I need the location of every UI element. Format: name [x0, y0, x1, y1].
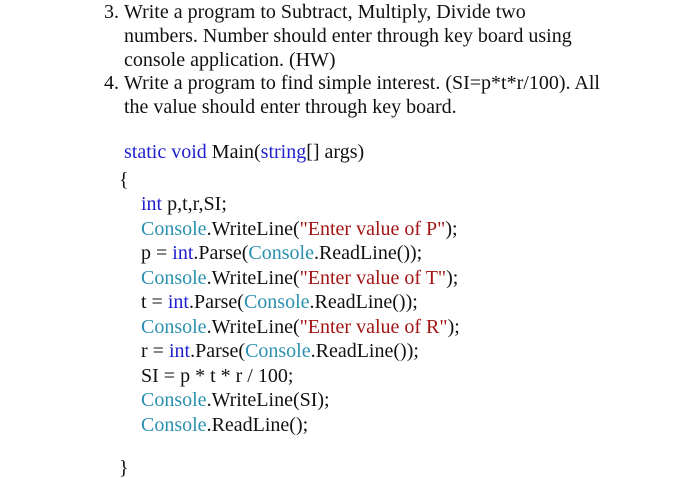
code-text: t =: [141, 291, 168, 313]
code-line-print-r: [141, 315, 460, 340]
code-line-print-t: [141, 266, 458, 291]
keyword-void: void: [171, 141, 207, 163]
type-console: Console: [141, 413, 207, 436]
code-text: p =: [141, 242, 173, 264]
code-line-wait: [141, 413, 308, 438]
code-text: .WriteLine(: [206, 315, 300, 338]
code-text: );: [445, 217, 458, 240]
question-text-line: console application. (HW): [124, 49, 336, 71]
code-line-read-r: [141, 339, 419, 364]
question-number: 4.: [104, 72, 119, 94]
keyword-int: int: [141, 193, 163, 215]
code-text: .ReadLine());: [313, 242, 423, 264]
close-brace: }: [119, 457, 129, 478]
type-console: Console: [248, 242, 314, 264]
code-text: p,t,r,SI;: [162, 193, 227, 215]
question-number: 3.: [104, 1, 119, 23]
keyword-static: static: [124, 141, 167, 163]
code-text: r =: [141, 340, 169, 362]
question-text-line: numbers. Number should enter through key board using: [124, 25, 572, 47]
type-console: Console: [245, 340, 311, 362]
question-text-line: Write a program to Subtract, Multiply, Divide two: [124, 1, 526, 23]
method-name: Main(: [211, 141, 261, 163]
code-text: .Parse(: [190, 340, 246, 362]
code-line-read-p: [141, 241, 422, 266]
code-text: );: [446, 266, 459, 289]
method-signature: [124, 140, 364, 165]
question-text-line: Write a program to find simple interest. (SI=p*t*r/100). All: [124, 72, 600, 94]
question-text-line: the value should enter through key board.: [124, 96, 457, 118]
code-line-print-si: [141, 388, 330, 413]
type-console: Console: [141, 217, 207, 240]
code-text: .WriteLine(SI);: [206, 389, 330, 411]
keyword-int: int: [167, 291, 189, 313]
type-console: Console: [243, 291, 310, 313]
code-text: .ReadLine());: [310, 340, 419, 362]
open-brace: {: [119, 169, 129, 191]
code-line-declaration: [141, 192, 227, 217]
method-params: [] args): [306, 141, 365, 163]
code-text: .WriteLine(: [206, 217, 300, 240]
type-console: Console: [141, 266, 207, 289]
string-literal: "Enter value of P": [299, 217, 446, 240]
keyword-int: int: [172, 242, 194, 264]
type-console: Console: [141, 389, 207, 411]
keyword-string: string: [260, 141, 307, 163]
string-literal: "Enter value of T": [299, 266, 447, 289]
code-line-print-p: [141, 217, 458, 242]
code-line-read-t: [141, 290, 418, 315]
code-text: .WriteLine(: [206, 266, 300, 289]
code-text: .Parse(: [188, 291, 244, 313]
type-console: Console: [141, 315, 207, 338]
keyword-int: int: [168, 340, 191, 362]
code-text: .ReadLine());: [309, 291, 418, 313]
code-line-calculation: SI = p * t * r / 100;: [141, 364, 294, 387]
string-literal: "Enter value of R": [299, 315, 448, 338]
code-text: .Parse(: [193, 242, 249, 264]
code-text: .ReadLine();: [206, 413, 309, 436]
code-text: );: [447, 315, 460, 338]
